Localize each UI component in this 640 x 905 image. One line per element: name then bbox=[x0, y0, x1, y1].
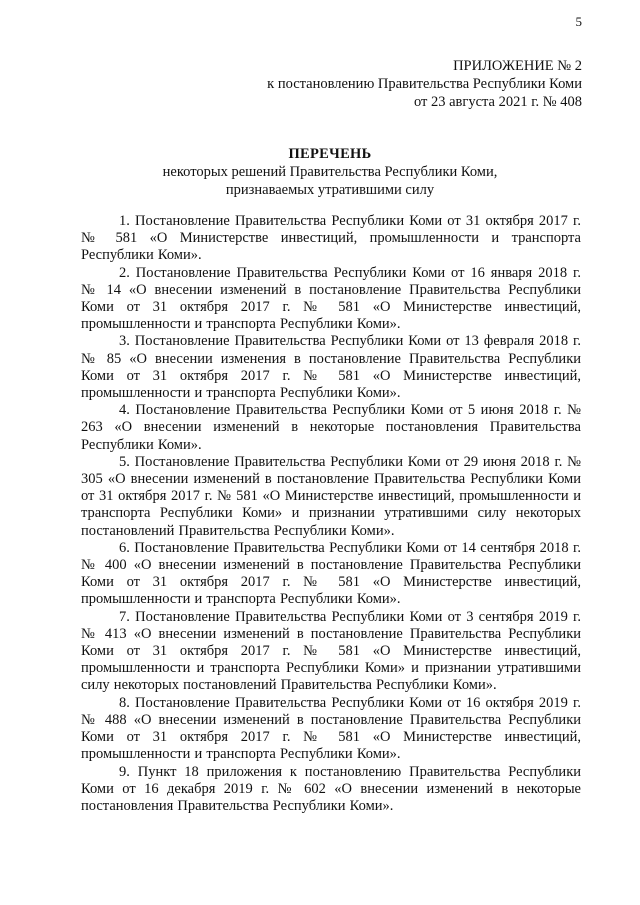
appendix-date: от 23 августа 2021 г. № 408 bbox=[413, 94, 582, 110]
document-title bbox=[80, 145, 580, 199]
title-heading: ПЕРЕЧЕНЬ bbox=[288, 146, 372, 162]
list-item-7: 7. Постановление Правительства Республики Коми от 3 сентября 2019 г. № 413 «О внесении изменений в постановление Правительства Республики Коми от 31 октября 2017 г. № 581 «О Министерстве инвестиций, промышленности и транспорта Республики Коми» и признании утратившими силу некоторых постановлений Правительства Республики Коми». bbox=[81, 608, 581, 694]
list-item-4: 4. Постановление Правительства Республики Коми от 5 июня 2018 г. № 263 «О внесении изменений в некоторые постановления Правительства Республики Коми». bbox=[81, 402, 581, 453]
list-item-3: 3. Постановление Правительства Республики Коми от 13 февраля 2018 г. № 85 «О внесении изменения в постановление Правительства Республики Коми от 31 октября 2017 г. № 581 «О Министерстве инвестиций, промышленности и транспорта Республики Коми». bbox=[81, 333, 581, 402]
list-item-2: 2. Постановление Правительства Республики Коми от 16 января 2018 г. № 14 «О внесении изменений в постановление Правительства Республики Коми от 31 октября 2017 г. № 581 «О Министерстве инвестиций, промышленности и транспорта Республики Коми». bbox=[81, 264, 581, 333]
list-item-1: 1. Постановление Правительства Республики Коми от 31 октября 2017 г. № 581 «О Министерстве инвестиций, промышленности и транспорта Республики Коми». bbox=[81, 213, 581, 264]
appendix-reference: к постановлению Правительства Республики Коми bbox=[267, 76, 582, 92]
list-item-9: 9. Пункт 18 приложения к постановлению Правительства Республики Коми от 16 декабря 2019 г. № 602 «О внесении изменений в некоторые постановления Правительства Республики Коми». bbox=[81, 763, 581, 814]
list-item-8: 8. Постановление Правительства Республики Коми от 16 октября 2019 г. № 488 «О внесении изменений в постановление Правительства Республики Коми от 31 октября 2017 г. № 581 «О Министерстве инвестиций, промышленности и транспорта Республики Коми». bbox=[81, 694, 581, 763]
list-item-5: 5. Постановление Правительства Республики Коми от 29 июня 2018 г. № 305 «О внесении изменений в постановление Правительства Республики Коми от 31 октября 2017 г. № 581 «О Министерстве инвестиций, промышленности и транспорта Республики Коми» и признании утратившими силу некоторых постановлений Правительства Республики Коми». bbox=[81, 453, 581, 539]
list-item-6: 6. Постановление Правительства Республики Коми от 14 сентября 2018 г. № 400 «О внесении изменений в постановление Правительства Республики Коми от 31 октября 2017 г. № 581 «О Министерстве инвестиций, промышленности и транспорта Республики Коми». bbox=[81, 539, 581, 608]
items-list bbox=[81, 213, 581, 815]
title-subtitle-line1: некоторых решений Правительства Республики Коми, bbox=[162, 164, 498, 180]
appendix-header bbox=[267, 57, 582, 111]
title-subtitle-line2: признаваемых утратившими силу bbox=[225, 182, 435, 198]
page-number: 5 bbox=[575, 14, 582, 29]
appendix-label: ПРИЛОЖЕНИЕ № 2 bbox=[453, 58, 582, 74]
